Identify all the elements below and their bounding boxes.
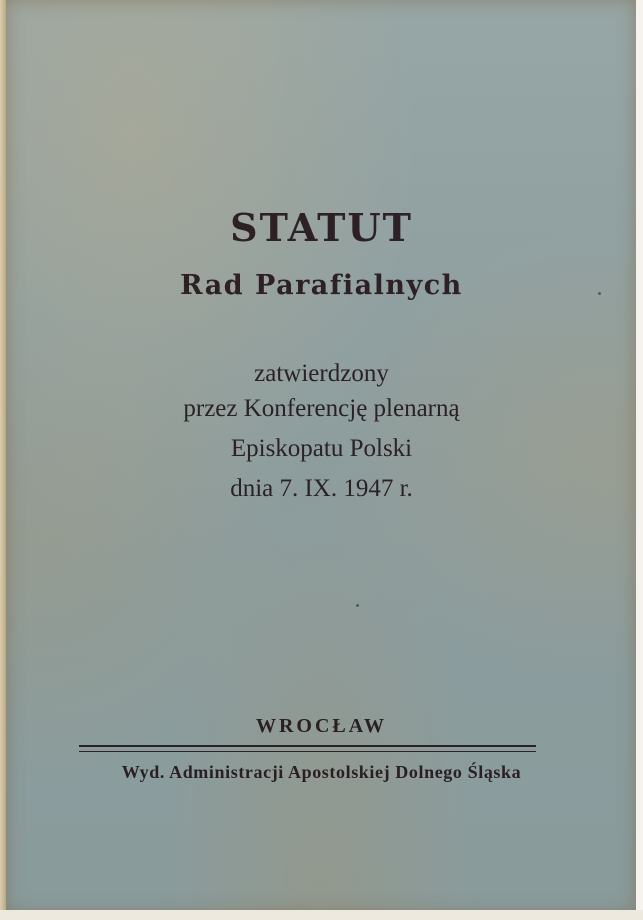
approval-line: przez Konferencję plenarną	[183, 395, 460, 422]
cover-title: STATUT	[230, 205, 413, 250]
bottom-edge	[0, 910, 643, 920]
divider-rule	[79, 745, 536, 747]
publisher-line: Wyd. Administracji Apostolskiej Dolnego Śląska	[121, 762, 522, 782]
cover-subtitle: Rad Parafialnych	[180, 270, 463, 301]
approval-line: zatwierdzony	[254, 360, 389, 387]
approval-date: dnia 7. IX. 1947 r.	[230, 475, 413, 502]
divider-rule-thin	[79, 751, 536, 752]
approval-line: Episkopatu Polski	[230, 435, 413, 462]
publication-city: WROCŁAW	[255, 715, 387, 737]
paper-speck	[356, 604, 359, 607]
